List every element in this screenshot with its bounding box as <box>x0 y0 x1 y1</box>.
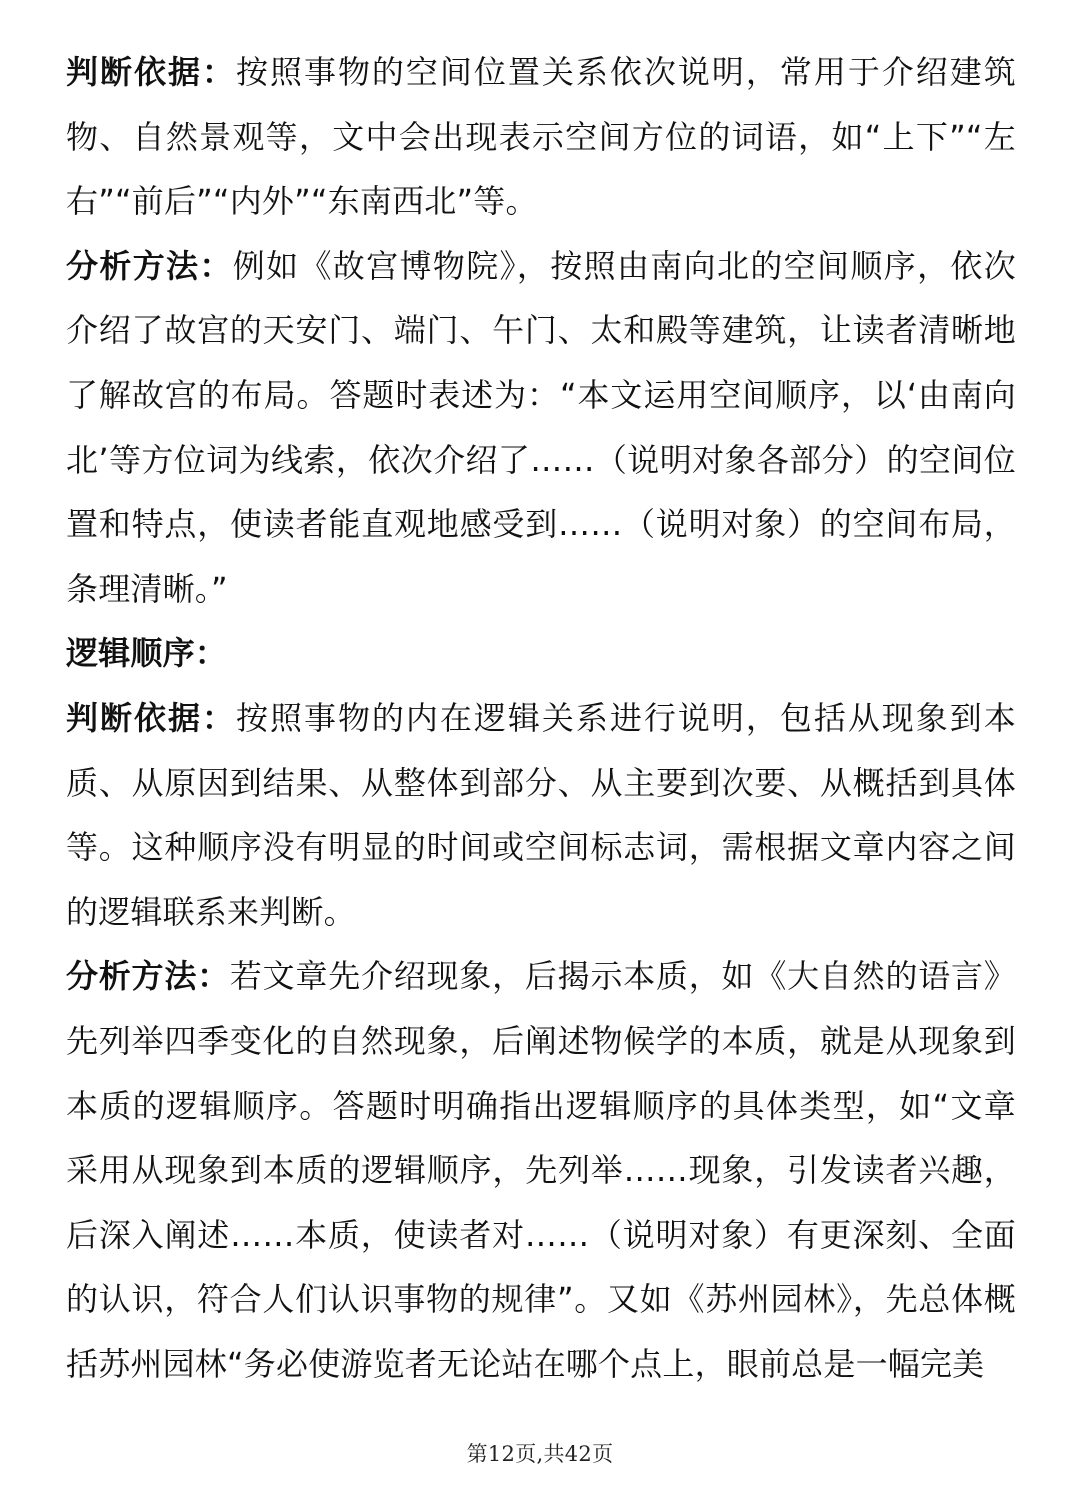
section-heading: 逻辑顺序： <box>66 634 228 673</box>
paragraph-lead: 分析方法： <box>66 246 233 285</box>
paragraph-logical-basis <box>66 686 1016 944</box>
section-heading-logical-order <box>66 621 1016 686</box>
paragraph-lead: 判断依据： <box>66 698 236 737</box>
paragraph-text: 例如《故宫博物院》，按照由南向北的空间顺序，依次介绍了故宫的天安门、端门、午门、太和殿等建筑，让读者清晰地了解故宫的布局。答题时表述为：“本文运用空间顺序，以‘由南向北’等方位词为线索，依次介绍了……（说明对象各部分）的空间位置和特点，使读者能直观地感受到……（说明对象）的空间布局，条理清晰。” <box>66 246 1016 608</box>
paragraph-text: 若文章先介绍现象，后揭示本质，如《大自然的语言》先列举四季变化的自然现象，后阐述物候学的本质，就是从现象到本质的逻辑顺序。答题时明确指出逻辑顺序的具体类型，如“文章采用从现象到本质的逻辑顺序，先列举……现象，引发读者兴趣，后深入阐述……本质，使读者对……（说明对象）有更深刻、全面的认识，符合人们认识事物的规律”。又如《苏州园林》，先总体概括苏州园林“务必使游览者无论站在哪个点上，眼前总是一幅完美 <box>66 957 1016 1383</box>
paragraph-lead: 分析方法： <box>66 957 230 996</box>
paragraph-text: 按照事物的内在逻辑关系进行说明，包括从现象到本质、从原因到结果、从整体到部分、从主要到次要、从概括到具体等。这种顺序没有明显的时间或空间标志词，需根据文章内容之间的逻辑联系来判断。 <box>66 698 1016 931</box>
document-body <box>66 40 1016 1396</box>
paragraph-text: 按照事物的空间位置关系依次说明，常用于介绍建筑物、自然景观等，文中会出现表示空间方位的词语，如“上下”“左右”“前后”“内外”“东南西北”等。 <box>66 53 1016 221</box>
paragraph-spatial-basis <box>66 40 1016 234</box>
paragraph-logical-method <box>66 944 1016 1396</box>
page-number-footer: 第12页,共42页 <box>466 1442 614 1466</box>
paragraph-lead: 判断依据： <box>66 53 236 91</box>
paragraph-spatial-method <box>66 234 1016 622</box>
